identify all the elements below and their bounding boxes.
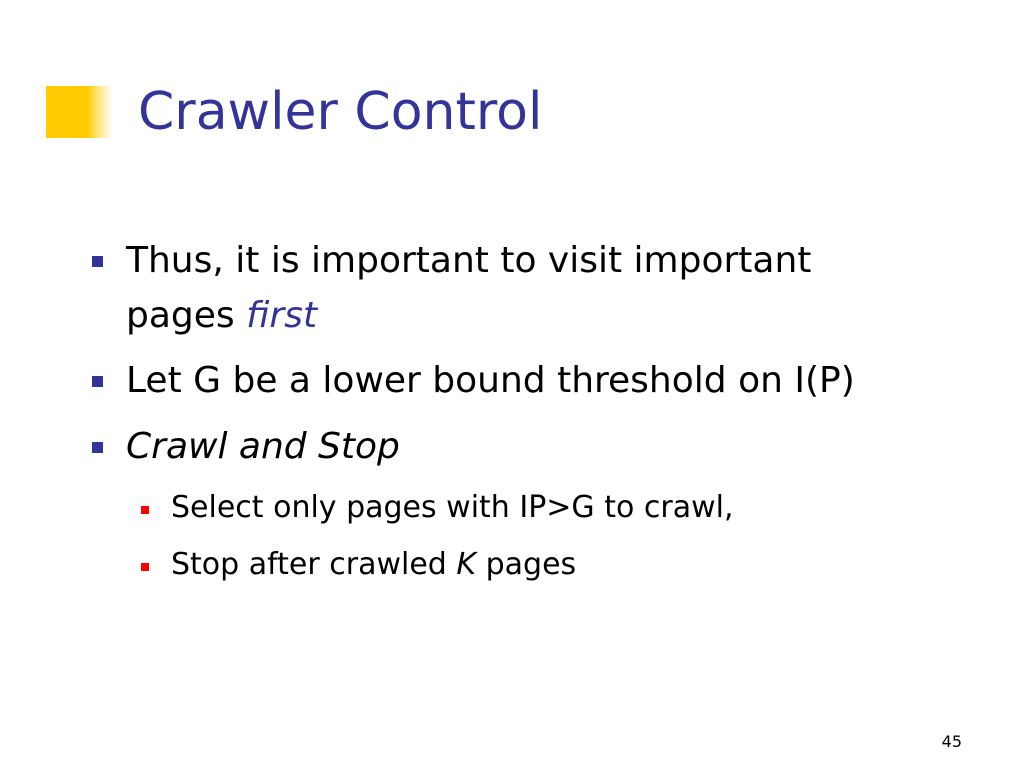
small-square-bullet-icon: [141, 506, 149, 514]
sub-bullet-2-emphasis: K: [456, 547, 477, 582]
bullet-1-emphasis: first: [246, 295, 318, 336]
bullet-2-text: Let G be a lower bound threshold on I(P): [126, 360, 855, 401]
bullet-1-line-2-text: pages: [126, 295, 247, 336]
square-bullet-icon: [92, 376, 103, 387]
square-bullet-icon: [92, 256, 103, 267]
sub-bullet-item-2: [171, 545, 576, 585]
page-number: 45: [941, 732, 962, 751]
sub-bullet-2-text-before: Stop after crawled: [171, 547, 457, 582]
bullet-item-3: [126, 422, 400, 472]
slide-title: Crawler Control: [138, 82, 543, 142]
sub-bullet-item-1: [171, 488, 734, 528]
bullet-item-1: [126, 236, 811, 286]
bullet-item-1-continuation: [126, 291, 317, 341]
title-accent-block: [46, 86, 112, 138]
bullet-3-emphasis: Crawl and Stop: [126, 426, 400, 467]
bullet-1-line-1: Thus, it is important to visit important: [126, 240, 812, 281]
small-square-bullet-icon: [141, 563, 149, 571]
sub-bullet-2-text-after: pages: [476, 547, 577, 582]
bullet-item-2: [126, 356, 855, 406]
square-bullet-icon: [92, 442, 103, 453]
sub-bullet-1-text: Select only pages with IP>G to crawl,: [171, 490, 734, 525]
